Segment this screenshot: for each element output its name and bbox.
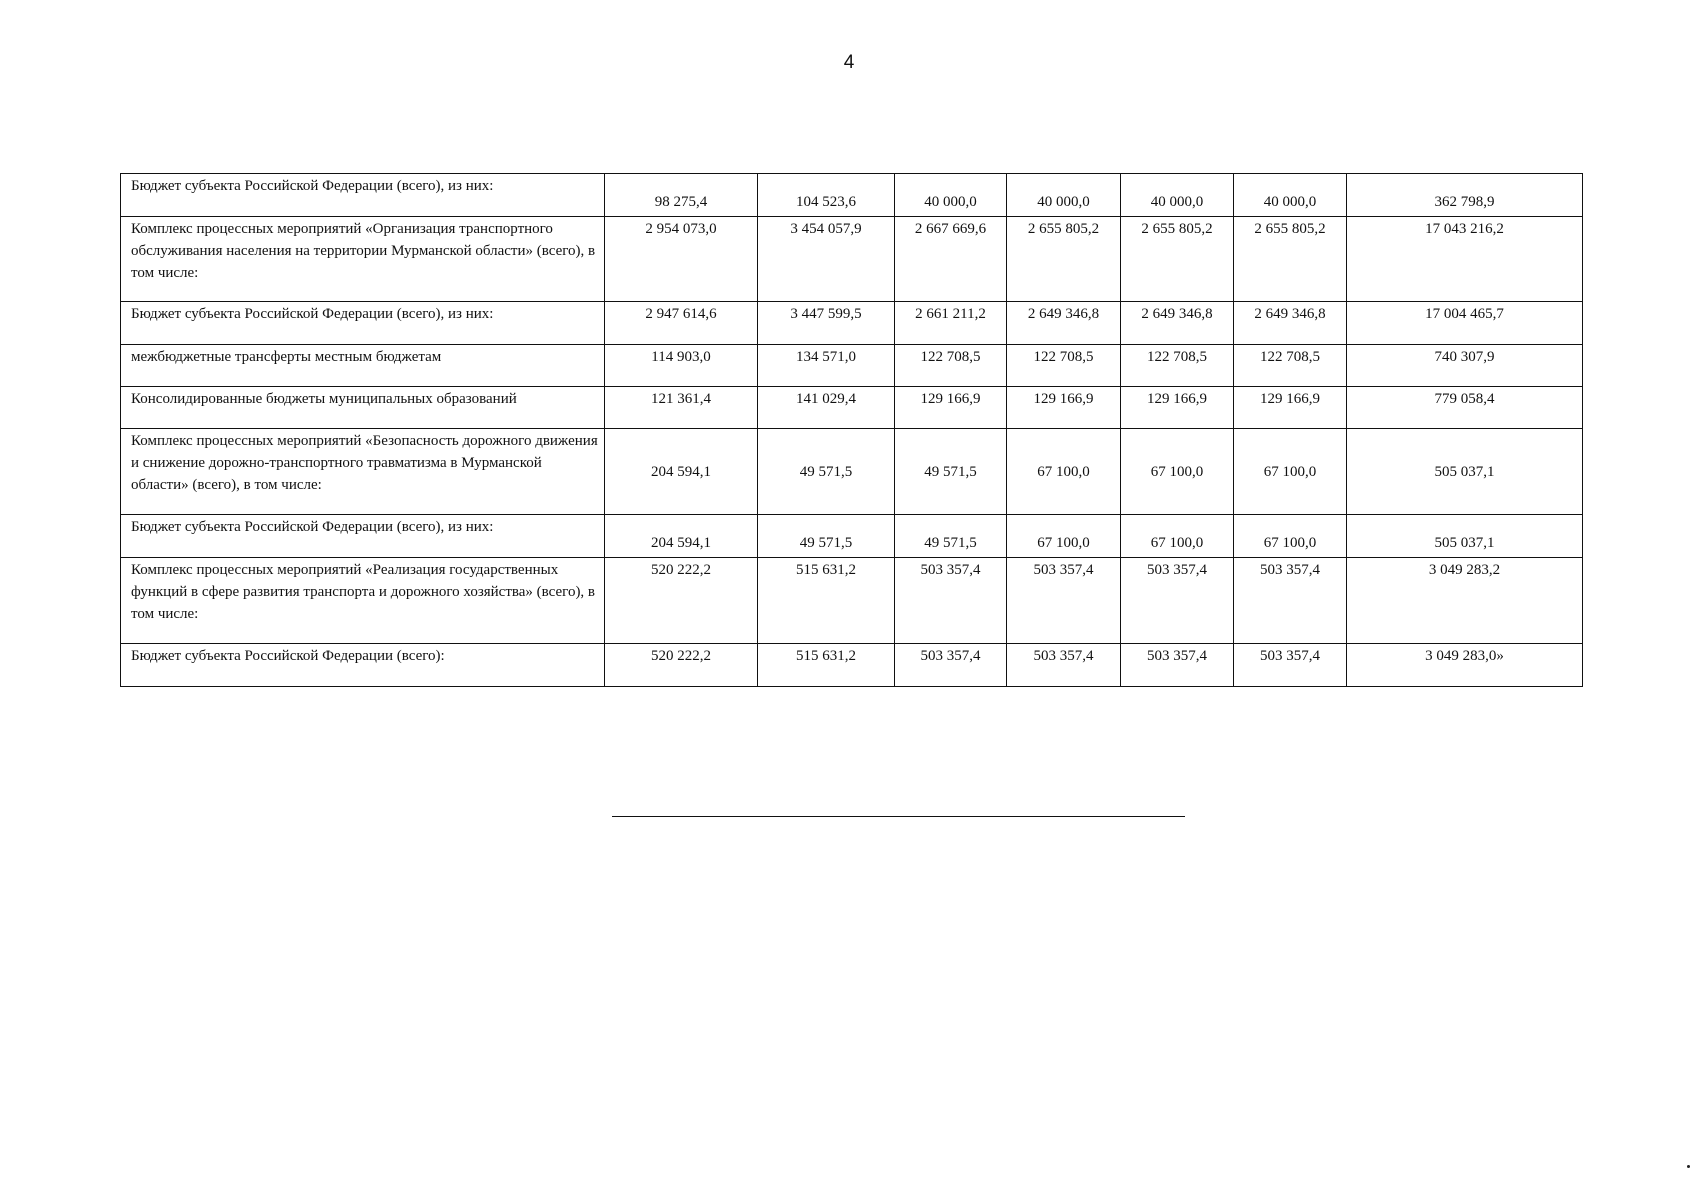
value-cell: 2 649 346,8 <box>1007 302 1121 345</box>
value-cell: 503 357,4 <box>895 644 1007 687</box>
row-label: Бюджет субъекта Российской Федерации (всего), из них: <box>121 515 605 558</box>
value-cell: 67 100,0 <box>1121 429 1234 515</box>
value-cell: 503 357,4 <box>1007 558 1121 644</box>
value-cell: 40 000,0 <box>1007 174 1121 217</box>
value-cell: 129 166,9 <box>1121 387 1234 429</box>
table-row <box>121 345 1583 387</box>
value-cell: 40 000,0 <box>895 174 1007 217</box>
page-number: 4 <box>843 52 855 73</box>
value-cell: 515 631,2 <box>758 558 895 644</box>
table-row <box>121 174 1583 217</box>
scan-speck <box>1687 1165 1690 1168</box>
value-cell: 40 000,0 <box>1121 174 1234 217</box>
value-cell: 98 275,4 <box>605 174 758 217</box>
value-cell: 122 708,5 <box>895 345 1007 387</box>
value-cell: 204 594,1 <box>605 515 758 558</box>
total-cell: 779 058,4 <box>1347 387 1583 429</box>
total-cell: 505 037,1 <box>1347 515 1583 558</box>
value-cell: 2 655 805,2 <box>1121 217 1234 302</box>
value-cell: 503 357,4 <box>895 558 1007 644</box>
value-cell: 134 571,0 <box>758 345 895 387</box>
value-cell: 67 100,0 <box>1007 515 1121 558</box>
value-cell: 2 649 346,8 <box>1121 302 1234 345</box>
row-label: Бюджет субъекта Российской Федерации (всего), из них: <box>121 174 605 217</box>
total-cell: 17 004 465,7 <box>1347 302 1583 345</box>
value-cell: 67 100,0 <box>1007 429 1121 515</box>
value-cell: 121 361,4 <box>605 387 758 429</box>
value-cell: 129 166,9 <box>1234 387 1347 429</box>
value-cell: 503 357,4 <box>1121 558 1234 644</box>
table-row <box>121 387 1583 429</box>
value-cell: 104 523,6 <box>758 174 895 217</box>
value-cell: 114 903,0 <box>605 345 758 387</box>
value-cell: 2 655 805,2 <box>1234 217 1347 302</box>
total-cell: 362 798,9 <box>1347 174 1583 217</box>
value-cell: 3 447 599,5 <box>758 302 895 345</box>
value-cell: 503 357,4 <box>1121 644 1234 687</box>
row-label: Бюджет субъекта Российской Федерации (всего): <box>121 644 605 687</box>
value-cell: 122 708,5 <box>1007 345 1121 387</box>
total-cell: 3 049 283,2 <box>1347 558 1583 644</box>
table-row <box>121 217 1583 302</box>
value-cell: 2 667 669,6 <box>895 217 1007 302</box>
row-label: Бюджет субъекта Российской Федерации (всего), из них: <box>121 302 605 345</box>
value-cell: 204 594,1 <box>605 429 758 515</box>
table-row <box>121 558 1583 644</box>
value-cell: 2 655 805,2 <box>1007 217 1121 302</box>
row-label: Консолидированные бюджеты муниципальных образований <box>121 387 605 429</box>
value-cell: 2 947 614,6 <box>605 302 758 345</box>
table-row <box>121 302 1583 345</box>
value-cell: 515 631,2 <box>758 644 895 687</box>
table-row <box>121 644 1583 687</box>
value-cell: 2 661 211,2 <box>895 302 1007 345</box>
total-cell: 17 043 216,2 <box>1347 217 1583 302</box>
value-cell: 2 954 073,0 <box>605 217 758 302</box>
value-cell: 141 029,4 <box>758 387 895 429</box>
value-cell: 2 649 346,8 <box>1234 302 1347 345</box>
value-cell: 67 100,0 <box>1234 429 1347 515</box>
total-cell: 505 037,1 <box>1347 429 1583 515</box>
value-cell: 129 166,9 <box>895 387 1007 429</box>
value-cell: 503 357,4 <box>1007 644 1121 687</box>
value-cell: 503 357,4 <box>1234 644 1347 687</box>
total-cell: 740 307,9 <box>1347 345 1583 387</box>
table-row <box>121 515 1583 558</box>
value-cell: 520 222,2 <box>605 558 758 644</box>
value-cell: 3 454 057,9 <box>758 217 895 302</box>
row-label: Комплекс процессных мероприятий «Безопасность дорожного движения и снижение дорожно-транспортного травматизма в Мурманской области» (всего), в том числе: <box>121 429 605 515</box>
value-cell: 67 100,0 <box>1234 515 1347 558</box>
budget-table <box>120 173 1583 687</box>
value-cell: 520 222,2 <box>605 644 758 687</box>
value-cell: 49 571,5 <box>758 515 895 558</box>
value-cell: 40 000,0 <box>1234 174 1347 217</box>
table-row <box>121 429 1583 515</box>
value-cell: 122 708,5 <box>1121 345 1234 387</box>
row-label: Комплекс процессных мероприятий «Организация транспортного обслуживания населения на территории Мурманской области» (всего), в том числе: <box>121 217 605 302</box>
value-cell: 129 166,9 <box>1007 387 1121 429</box>
value-cell: 49 571,5 <box>895 515 1007 558</box>
value-cell: 67 100,0 <box>1121 515 1234 558</box>
row-label: межбюджетные трансферты местным бюджетам <box>121 345 605 387</box>
value-cell: 49 571,5 <box>895 429 1007 515</box>
total-cell: 3 049 283,0» <box>1347 644 1583 687</box>
closing-rule-line <box>612 816 1185 817</box>
value-cell: 503 357,4 <box>1234 558 1347 644</box>
value-cell: 122 708,5 <box>1234 345 1347 387</box>
value-cell: 49 571,5 <box>758 429 895 515</box>
row-label: Комплекс процессных мероприятий «Реализация государственных функций в сфере развития транспорта и дорожного хозяйства» (всего), в том числе: <box>121 558 605 644</box>
